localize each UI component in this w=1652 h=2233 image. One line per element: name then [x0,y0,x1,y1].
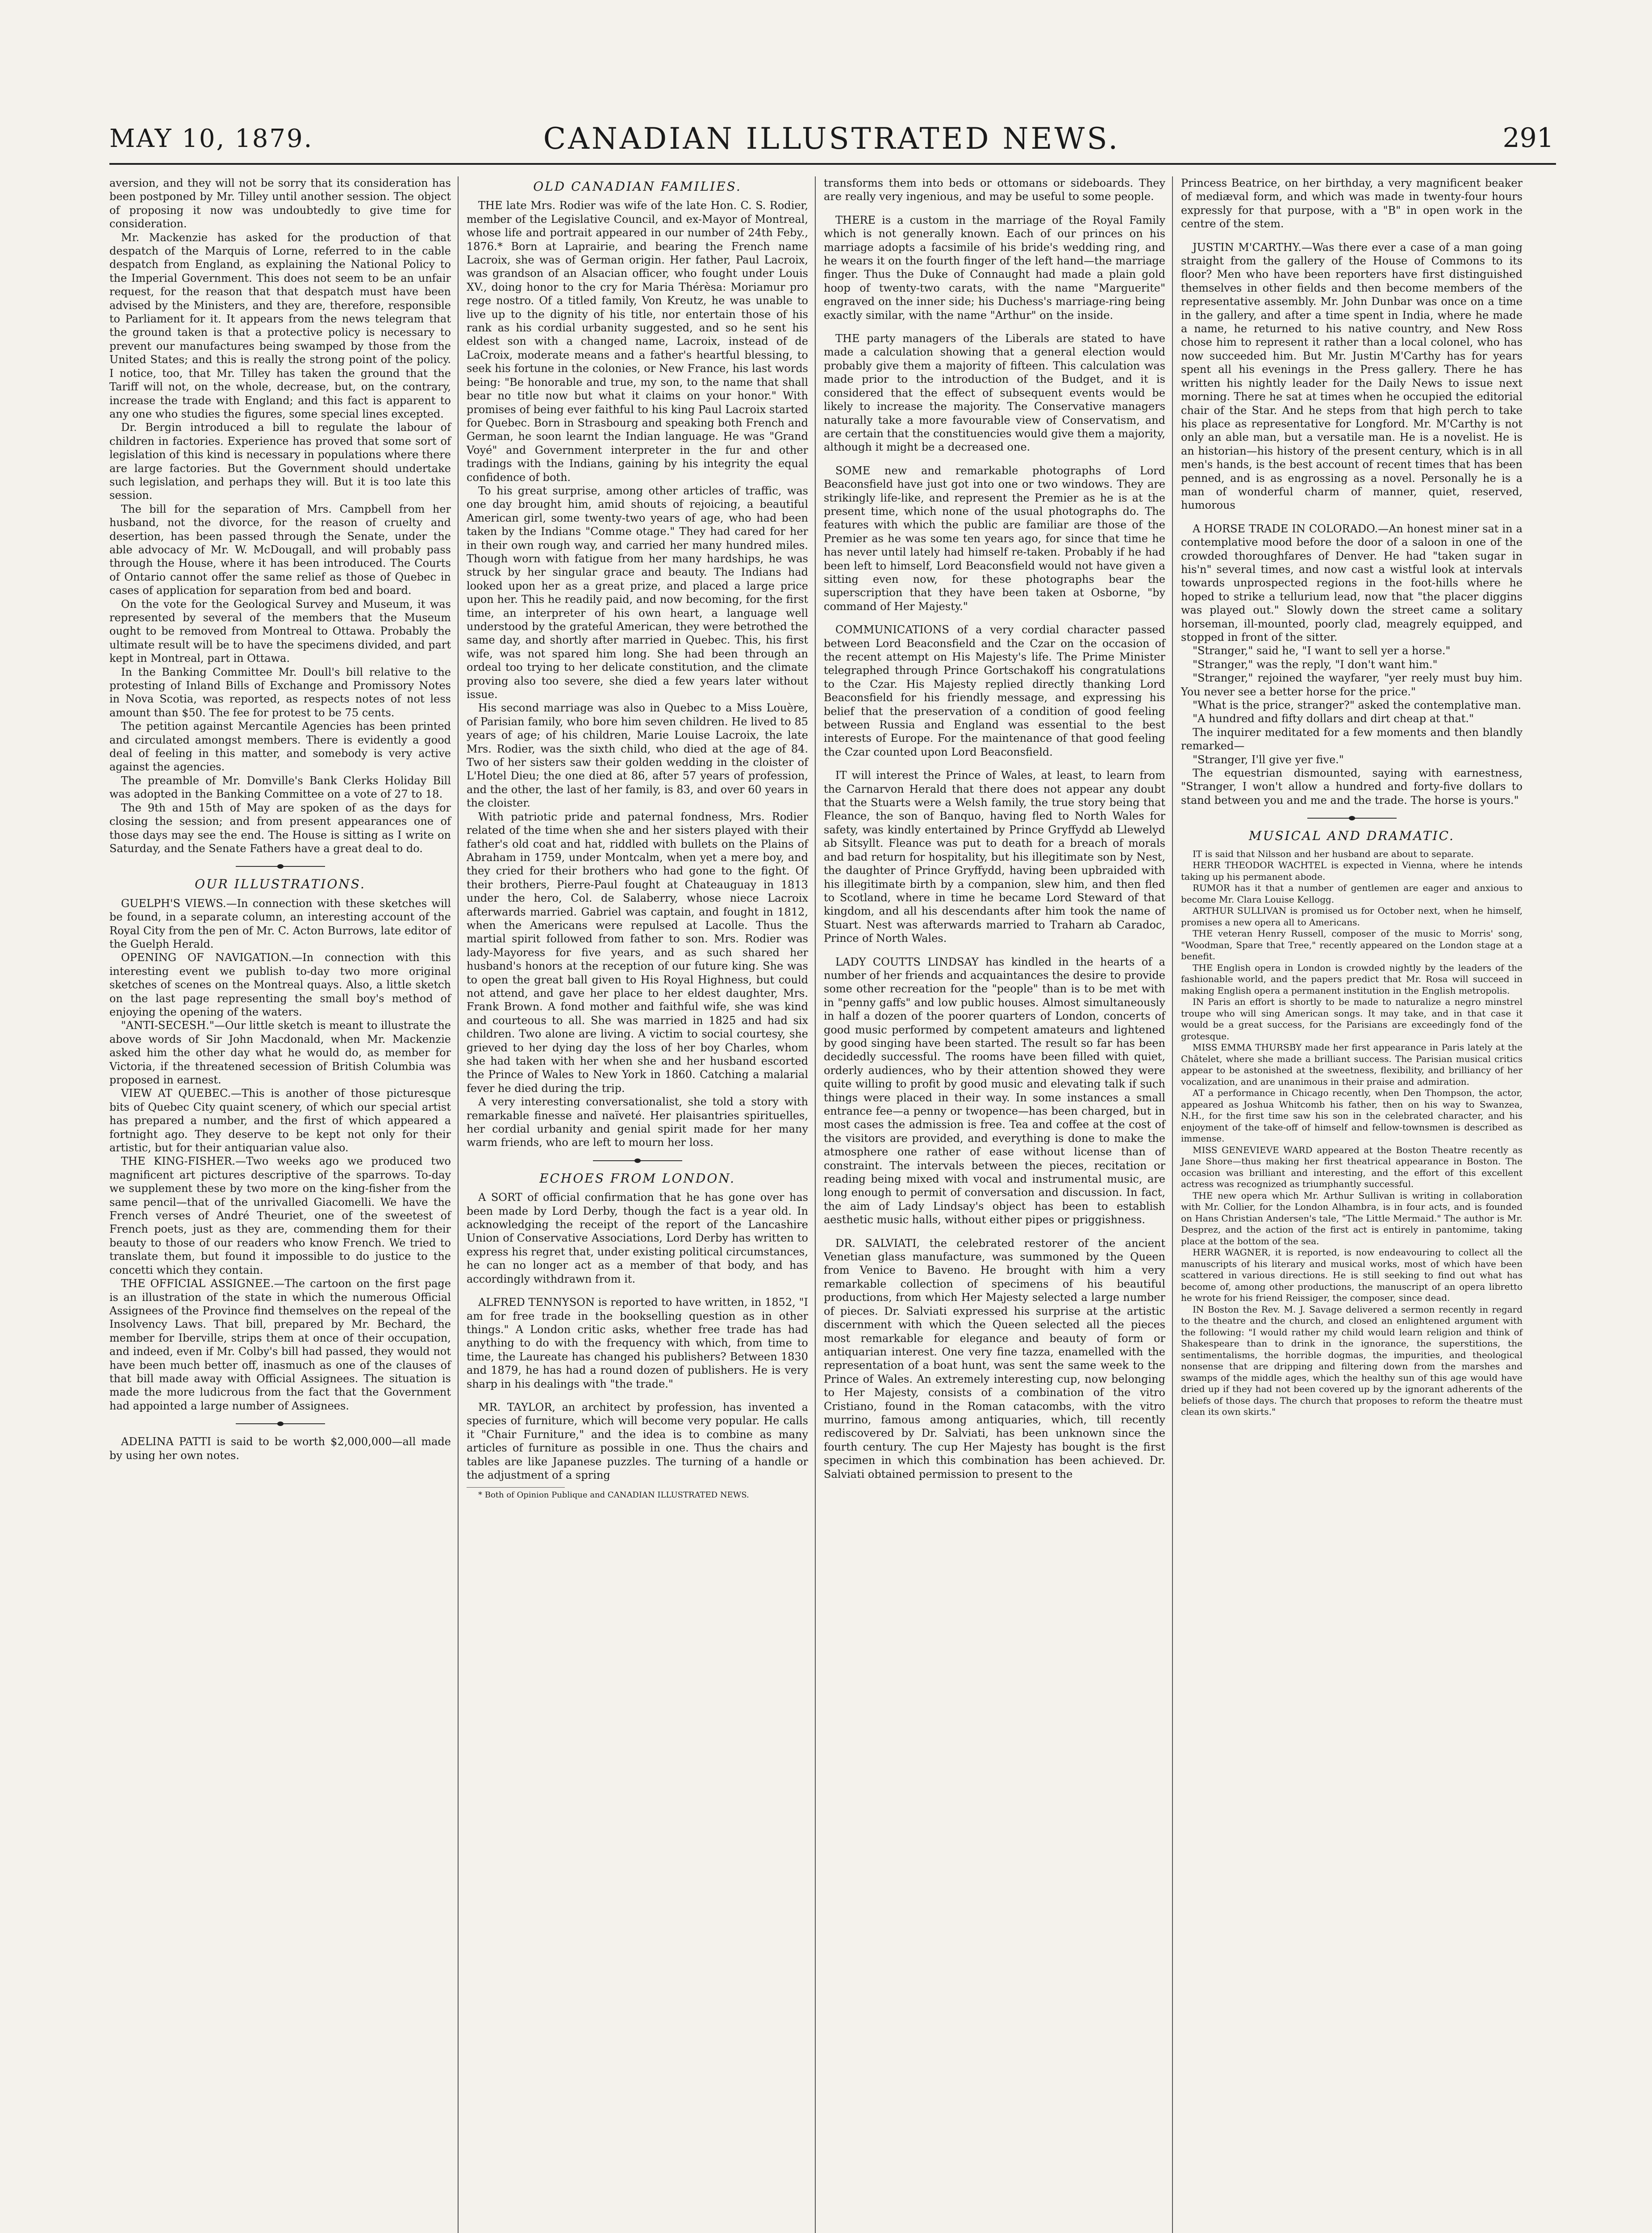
paragraph: A SORT of official confirmation that he has gone over has been made by Lord Derby, though the fact is a year old. In acknowledging the receipt of the report of the Lancashire Union of Conservative Associations, Lord Derby has written to express his regret that, under existing political circumstances, he can no longer act as a member of that body, and has accordingly withdrawn from it. [467,1191,808,1285]
paragraph: "What is the price, stranger?" asked the contemplative man. [1193,699,1521,712]
paragraph: The preamble of Mr. Domville's Bank Clerks Holiday Bill was adopted in the Banking Committee on a vote of 27 to 18. [109,774,451,801]
paragraph: A HORSE TRADE IN COLORADO.—An honest miner sat in a contemplative mood before the door of a saloon in one of the crowded thoroughfares of Denver. He had "taken sugar in his'n" several times, and now cast a wistful look at intervals towards unprospected regions in the foot-hills where he hoped to strike a tellurium lead, now that "the placer diggins was played out." Slowly down the street came a solitary horseman, ill-mounted, poorly clad, meagrely equipped, and stopped in front of the sitter. [1181,522,1523,644]
music-item: THE new opera which Mr. Arthur Sullivan is writing in collaboration with Mr. Collier, for the London Alhambra, is in four acts, and is founded on Hans Christian Andersen's tale, "The Little Mermaid." The author is Mr. Desprez, and the action of the first act is entirely in pantomime, taking place at the bottom of the sea. [1181,1190,1523,1246]
paragraph: "Stranger," was the reply, "I don't want him." [1193,658,1438,671]
music-item: THE veteran Henry Russell, composer of the music to Morris' song, "Woodman, Spare that Tree," recently appeared on the London stage at a benefit. [1181,928,1523,962]
paragraph: "A hundred and fifty dollars and dirt cheap at that." [1193,712,1474,725]
paragraph: The equestrian dismounted, saying with earnestness, "Stranger, I won't allow a hundred and forty-five dollars to stand between you and me and the trade. The horse is yours." [1181,767,1523,807]
music-item: HERR THEODOR WACHTEL is expected in Vienna, where he intends taking up his permanent abode. [1181,860,1523,882]
paragraph: VIEW AT QUEBEC.—This is another of those picturesque bits of Quebec City quaint scenery, of which our special artist has prepared a number, and the first of which appeared a fortnight ago. They deserve to be kept not only for their artistic, but for their antiquarian value also. [109,1087,451,1154]
paragraph: THE KING-FISHER.—Two weeks ago we produced two magnificent art pictures descriptive of the sparrows. To-day we supplement these by two more on the king-fisher from the same pencil—that of the unrivalled Giacomelli. We have the French verses of André Theuriet, one of the sweetest of French poets, just as they are, commending them for their beauty to those of our readers who know French. We tried to translate them, but found it impossible to do justice to the concetti which they contain. [109,1155,451,1276]
paragraph: "Stranger," rejoined the wayfarer, "yer reely must buy him. You never see a better horse for the price." [1181,672,1523,698]
paragraph: The bill for the separation of Mrs. Campbell from her husband, not the divorce, for the reason of cruelty and desertion, has been passed through the Senate, under the able advocacy of Mr. W. McDougall, and will probably pass through the House, where it has been introduced. The Courts of Ontario cannot offer the same relief as those of Quebec in cases of application for separation from bed and board. [109,502,451,597]
section-heading: MUSICAL AND DRAMATIC. [1249,828,1455,844]
paragraph: THE OFFICIAL ASSIGNEE.—The cartoon on the first page is an illustration of the state in which the numerous Official Assignees of the Province find themselves on the repeal of the Insolvency Laws. That bill, prepared by Mr. Bechard, the member for Iberville, strips them at once of their occupation, and indeed, even if Mr. Colby's bill had passed, they would not have been much better off, inasmuch as one of the clauses of that bill made away with Official Assignees. The situation is made the more ludicrous from the fact that the Government had appointed a large number of Assignees. [109,1277,451,1412]
column-4 [1181,176,1523,1418]
masthead [109,115,1554,155]
paragraph: THERE is a custom in the marriage of the Royal Family which is not generally known. Each of our princes on his marriage adopts a facsimile of his bride's wedding ring, and he wears it on the fourth finger of the left hand—the marriage finger. Thus the Duke of Connaught had made a plain gold hoop of twenty-two carats, with the name "Marguerite" engraved on the inner side; his Duchess's marriage-ring being exactly similar, with the name "Arthur" on the inside. [824,213,1165,322]
music-item: RUMOR has it that a number of gentlemen are eager and anxious to become Mr. Clara Louise Kellogg. [1181,882,1523,905]
section-divider [236,1423,325,1424]
paragraph: "ANTI-SECESH."—Our little sketch is meant to illustrate the above words of Sir John Macdonald, when Mr. Mackenzie asked him the other day what he would do, as member for Victoria, if the threatened secession of British Columbia was proposed in earnest. [109,1019,451,1086]
music-item: MISS GENEVIEVE WARD appeared at the Boston Theatre recently as Jane Shore—thus making her first theatrical appearance in Boston. The occasion was brilliant and interesting, and the effort of this excellent actress was recognized as triumphantly successful. [1181,1144,1523,1190]
column-1 [109,176,451,1462]
paragraph: MR. TAYLOR, an architect by profession, has invented a species of furniture, which will become very popular. He calls it "Chair Furniture," and the idea is to combine as many articles of furniture as possible in one. Thus the chairs and tables are like Japanese puzzles. The turning of a handle or the adjustment of a spring [467,1401,808,1481]
column-3 [824,176,1165,1481]
paragraph: OPENING OF NAVIGATION.—In connection with this interesting event we publish to-day two more original sketches of scenes on the Montreal quays. Also, a little sketch on the last page representing the small boy's method of enjoying the opening of the waters. [109,951,451,1018]
section-divider [236,866,325,867]
issue-date: MAY 10, 1879. [109,124,313,153]
paragraph: IT will interest the Prince of Wales, at least, to learn from the Carnarvon Herald that there does not appear any doubt that the Stuarts were a Welsh family, the true story being that Fleance, the son of Banquo, having fled to North Wales for safety, was kindly entertained by Prince Gryffydd ab Llewelyd ab Sitsyllt. Fleance was put to death for a breach of morals and bad return for hospitality, but his illegitimate son by Nest, the daughter of Prince Gryffydd, having been upbraided with his illegitimate birth by a companion, slew him, and then fled to Scotland, where in time he became Lord Steward of that kingdom, and all his descendants after him took the name of Stuart. Nest was afterwards married to Traharn ab Caradoc, Prince of North Wales. [824,769,1165,945]
paragraph: ADELINA PATTI is said to be worth $2,000,000—all made by using her own notes. [109,1435,451,1462]
paragraph: "Stranger," said he, "I want to sell yer a horse." [1193,644,1451,657]
paragraph: "Stranger, I'll give yer five." [1193,753,1344,766]
paragraph: With patriotic pride and paternal fondness, Mrs. Rodier related of the time when she and her sisters played with their father's old coat and hat, riddled with bullets on the Plains of Abraham in 1759, under Montcalm, when yet a mere boy, and they cried for their brothers who had gone to the fight. Of their brothers, Pierre-Paul fought at Chateauguay in 1813 under the hero, Col. de Salaberry, whose niece Lacroix afterwards married. Gabriel was captain, and fought in 1812, when the Americans were repulsed at Lacolle. Thus the martial spirit followed from father to son. Mrs. Rodier was lady-Mayoress for five years, and as such shared her husband's honors at the reception of our future king. She was to open the great ball given to His Royal Highness, but could not attend, and gave her place to her eldest daughter, Mrs. Frank Brown. A fond mother and faithful wife, she was kind and courteous to all. She was married in 1825 and had six children. Two alone are living. A victim to social courtesy, she grieved to her dying day the loss of her boy Charles, whom she had taken with her when she and her husband escorted the Prince of Wales to New York in 1860. Catching a malarial fever he died during the trip. [467,810,808,1095]
column-rule [458,176,459,2233]
paragraph: LADY COUTTS LINDSAY has kindled in the hearts of a number of her friends and acquaintances the desire to provide some other recreation for the "people" than is to be met with in "penny gaffs" and low public houses. Almost simultaneously in half a dozen of the poorer quarters of London, concerts of good music performed by competent amateurs and lightened by good singing have been started. The result so far has been decidedly successful. The rooms have been filled with quiet, orderly audiences, who by their attention showed they were quite willing to profit by good music and elevating talk if such things were placed in their way. In some instances a small entrance fee—a penny or twopence—has been charged, but in most cases the admission is free. Tea and coffee at the cost of the visitors are provided, and everything is done to make the atmosphere one rather of ease without license than of constraint. The intervals between the pieces, recitation or reading being mixed with vocal and instrumental music, are long enough to permit of conversation and discussion. In fact, the aim of Lady Lindsay's object has been to establish aesthetic music halls, without either pipes or priggishness. [824,955,1165,1226]
music-item: IT is said that Nilsson and her husband are about to separate. [1193,848,1474,859]
paragraph: To his great surprise, among other articles of traffic, was one day brought him, amid shouts of rejoicing, a beautiful American girl, some twenty-two years of age, who had been taken by the Indians "Comme otage." They had cared for her in their own rough way, and carried her many hundred miles. Though worn with fatigue from her many hardships, he was struck by her singular grace and beauty. The Indians had looked upon her as a great prize, and placed a large price upon her. This he readily paid, and now becoming, for the first time, an interpreter of his own heart, a language well understood by the grateful American, they were betrothed the same day, and shortly after married in Quebec. This, his first wife, was not spared him long. She had been through an ordeal too trying to her delicate constitution, and the climate proving also too severe, she died a few years later without issue. [467,484,808,701]
paragraph: Mr. Mackenzie has asked for the production of that despatch of the Marquis of Lorne, referred to in the cable despatch from England, as explaining the National Policy to the Imperial Government. This does not seem to be an unfair request, for the reason that that despatch must have been advised by the Ministers, and they are, therefore, responsible to Parliament for it. It appears from the news telegram that the ground taken is that a protective policy is necessary to prevent our manufactures being swamped by those from the United States; and this is really the strong point of the policy. I notice, too, that Mr. Tilley has taken the ground that the Tariff will not, on the whole, decrease, but, on the contrary, increase the trade with England; and this fact is apparent to any one who studies the figures, some special lines excepted. [109,231,451,420]
paragraph: Dr. Bergin introduced a bill to regulate the labour of children in factories. Experience has proved that some sort of legislation of this kind is necessary in populations where there are large factories. But the Government should undertake such legislation, and perhaps they will. But it is too late this session. [109,421,451,502]
paragraph: In the Banking Committee Mr. Doull's bill relative to the protesting of Inland Bills of Exchange and Promissory Notes in Nova Scotia, was reported, as respects notes of not less amount than $50. The fee for protest to be 75 cents. [109,665,451,719]
section-divider [593,1160,682,1161]
paragraph: The petition against Mercantile Agencies has been printed and circulated amongst members. There is evidently a good deal of feeling in this matter, and somebody is very active against the agencies. [109,720,451,774]
music-item: THE English opera in London is crowded nightly by the leaders of the fashionable world, and the papers predict that Mr. Rosa will succeed in making English opera a permanent institution in the English metropolis. [1181,962,1523,996]
newspaper-title: CANADIAN ILLUSTRATED NEWS. [543,121,1120,156]
paragraph: SOME new and remarkable photographs of Lord Beaconsfield have just got into one or two windows. They are strikingly life-like, and represent the Premier as he is at the present time, which none of the usual photographs do. The features with which the public are familiar are those of the Premier as he was some ten years ago, for since that time he has never until lately had himself re-taken. Probably if he had been left to himself, Lord Beaconsfield would not have given a sitting even now, for these photographs bear the superscription that they have been taken at Osborne, "by command of Her Majesty." [824,464,1165,613]
paragraph: The 9th and 15th of May are spoken of as the days for closing the session; and from present appearances one of those days may see the end. The House is sitting as I write on Saturday, and the Senate Fathers have a great deal to do. [109,801,451,855]
column-2 [467,176,808,1500]
footnote-rule [467,1487,565,1490]
paragraph: Princess Beatrice, on her birthday, a very magnificent beaker of mediæval form, and which was made in twenty-four hours expressly for that purpose, with a "B" in open work in the centre of the stem. [1181,177,1523,230]
paragraph: COMMUNICATIONS of a very cordial character passed between Lord Beaconsfield and the Czar on the occasion of the recent attempt on His Majesty's life. The Prime Minister telegraphed through Prince Gortschakoff his congratulations to the Czar. His Majesty replied directly thanking Lord Beaconsfield for his friendly message, and expressing his belief that the preservation of a condition of good feeling between Russia and England was essential to the best interests of Europe. For the maintenance of that good feeling the Czar counted upon Lord Beaconsfield. [824,623,1165,758]
paragraph: THE party managers of the Liberals are stated to have made a calculation showing that a general election would probably give them a majority of fifteen. This calculation was made prior to the introduction of the Budget, and it is considered that the effect of subsequent events would be likely to increase the majority. The Conservative managers naturally take a more favourable view of Conservatism, and are certain that the constituencies would give them a majority, although it might be a decreased one. [824,332,1165,454]
section-divider [1307,818,1397,819]
music-item: MISS EMMA THURSBY made her first appearance in Paris lately at the Châtelet, where she made a brilliant success. The Parisian musical critics appear to be astonished at the sweetness, flexibility, and brilliancy of her vocalization, and are unanimous in their praise and admiration. [1181,1042,1523,1087]
paragraph: transforms them into beds or ottomans or sideboards. They are really very ingenious, and may be useful to some people. [824,177,1165,203]
section-heading: OLD CANADIAN FAMILIES. [533,179,742,194]
paragraph: aversion, and they will not be sorry that its consideration has been postponed by Mr. Tilley until another session. The object of proposing it now was undoubtedly to give time for consideration. [109,177,451,230]
music-item: IN Paris an effort is shortly to be made to naturalize a negro minstrel troupe who will sing American songs. It may take, and in that case it would be a great success, for the Parisians are exceedingly fond of the grotesque. [1181,996,1523,1041]
paragraph: ALFRED TENNYSON is reported to have written, in 1852, "I am for free trade in the bookselling question as in other things." A London critic asks, whether free trade has had anything to do with the frequency with which, from time to time, the Laureate has changed his publishers? Between 1830 and 1879, he has had a round dozen of publishers. He is very sharp in his dealings with "the trade." [467,1296,808,1390]
paragraph: JUSTIN M'CARTHY.—Was there ever a case of a man going straight from the gallery of the House of Commons to its floor? Men who have been reporters have first distinguished themselves in other fields and then become members of the representative assembly. Mr. John Dunbar was once on a time in the gallery, and after a time spent in India, where he made a name, he returned to his native country, and New Ross chose him to represent it rather than a local colonel, who has now succeeded him. But Mr. Justin M'Carthy has for years spent all his evenings in the Press gallery. There he has written his nightly leader for the Daily News to issue next morning. There he sat at times when he occupied the editorial chair of the Star. And he steps from that high perch to take his place as representative for Longford. Mr. M'Carthy is not only an able man, but a versatile man. He is a novelist. He is an historian—his history of the present century, which is in all men's hands, is the best account of recent times that has been penned, and is as engrossing as a novel. Personally he is a man of wonderful charm of manner, quiet, reserved, humorous [1181,241,1523,512]
page-number: 291 [1502,122,1554,154]
footnote: * Both of Opinion Publique and CANADIAN ILLUSTRATED NEWS. [478,1490,749,1500]
paragraph: A very interesting conversationalist, she told a story with remarkable finesse and naïveté. Her plaisantries spirituelles, her cordial urbanity and genial spirit made for her many warm friends, who are left to mourn her loss. [467,1096,808,1149]
section-heading: ECHOES FROM LONDON. [539,1171,735,1186]
paragraph: THE late Mrs. Rodier was wife of the late Hon. C. S. Rodier, member of the Legislative Council, and ex-Mayor of Montreal, whose life and portrait appeared in our number of 24th Feby., 1876.* Born at Laprairie, and bearing the French name Lacroix, she was of German origin. Her father, Paul Lacroix, was grandson of an Alsacian officer, who fought under Louis XV., doing honor to the cry for Maria Thérèsa: Moriamur pro rege nostro. Of a titled family, Von Kreutz, he was unable to live up to the dignity of his title, nor entertain those of his rank as his cordial urbanity suggested, and so he sent his eldest son with a changed name, Lacroix, instead of de LaCroix, moderate means and a father's heartful blessing, to seek his fortune in the colonies, or New France, his last words being: "Be honorable and true, my son, to the name that shall bear no title now but what it claims on your honor." With promises of being ever faithful to his king Paul Lacroix started for Quebec. Born in Strasbourg and speaking both French and German, he soon learnt the Indian language. He was "Grand Voyé" and Government interpreter in the fur and other tradings with the Indians, gaining by his integrity the equal confidence of both. [467,199,808,484]
column-rule [1172,176,1173,2233]
paragraph: GUELPH'S VIEWS.—In connection with these sketches will be found, in a separate column, an interesting account of the Royal City from the pen of Mr. C. Acton Burrows, late editor of the Guelph Herald. [109,897,451,950]
section-heading: OUR ILLUSTRATIONS. [195,877,366,892]
music-item: IN Boston the Rev. M. J. Savage delivered a sermon recently in regard to the theatre and the church, and closed an enlightened argument with the following: "I would rather my child would learn religion and think of Shakespeare than to drink in the ignorance, the superstitions, the sentimentalisms, the horrible dogmas, the impurities, and theological nonsense that are dripping and filtering down from the marshes and swamps of the middle ages, which the healthy sun of this age would have dried up if they had not been covered up by the ignorant adherents of the beliefs of those days. The church that proposes to reform the theatre must clean its own skirts." [1181,1304,1523,1418]
music-item: AT a performance in Chicago recently, when Den Thompson, the actor, appeared as Joshua Whitcomb his father, then on his way to Swanzea, N.H., for the first time saw his son in the celebrated character, and his enjoyment of the take-off of himself and fellow-townsmen is described as immense. [1181,1087,1523,1144]
column-rule [815,176,816,2233]
masthead-rule [109,163,1556,165]
paragraph: DR. SALVIATI, the celebrated restorer of the ancient Venetian glass manufacture, was summoned by the Queen from Venice to Baveno. He brought with him a very remarkable collection of specimens of his beautiful productions, from which Her Majesty selected a large number of pieces. Dr. Salviati expressed his surprise at the artistic discernment with which the Queen selected all the pieces most remarkable for elegance and beauty of form or antiquarian interest. One very fine tazza, enamelled with the representation of a boat hunt, was sent the same week to the Prince of Wales. An extremely interesting cup, now belonging to Her Majesty, consists of a combination of the vitro Cristiano, found in the Roman catacombs, with the vitro murrino, famous among antiquaries, which, till recently rediscovered by Dr. Salviati, has been unknown since the fourth century. The cup Her Majesty has bought is the first specimen in which this combination has been achieved. Dr. Salviati obtained permission to present to the [824,1237,1165,1480]
paragraph: On the vote for the Geological Survey and Museum, it was represented by several of the members that the Museum ought to be removed from Montreal to Ottawa. Probably the ultimate result will be to have the specimens divided, and part kept in Montreal, part in Ottawa. [109,598,451,665]
paragraph: The inquirer meditated for a few moments and then blandly remarked— [1181,726,1523,753]
paragraph: His second marriage was also in Quebec to a Miss Louère, of Parisian family, who bore him seven children. He lived to 85 years of age; of his children, Marie Louise Lacroix, the late Mrs. Rodier, was the sixth child, who died at the age of 84. Two of her sisters saw their golden wedding in the cloister of L'Hotel Dieu; the one died at 86, after 57 years of profession, and the other, the last of her family, is 83, and over 60 years in the cloister. [467,702,808,810]
music-item: HERR WAGNER, it is reported, is now endeavouring to collect all the manuscripts of his literary and musical works, most of which have been scattered in various directions. He is still seeking to find out what has become of, among other productions, the manuscript of an opera libretto he wrote for his friend Reissiger, the composer, since dead. [1181,1247,1523,1304]
music-item: ARTHUR SULLIVAN is promised us for October next, when he himself, promises a new opera all to Americans. [1181,905,1523,928]
